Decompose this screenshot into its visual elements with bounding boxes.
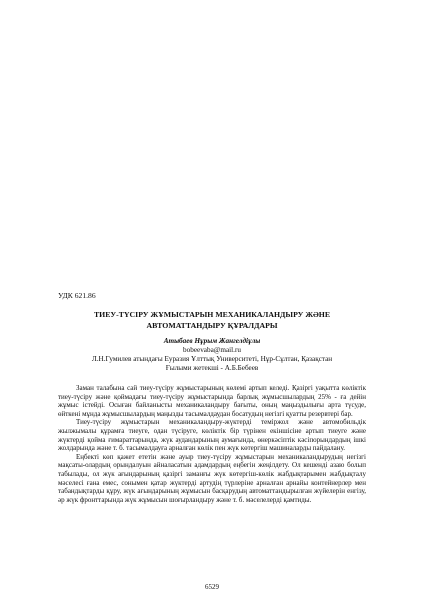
body-paragraph: Тиеу-түсіру жұмыстарын механикаландыру-жүктерді теміржол және автомобильдік жылжымалы құрамға тиеуге, одан түсіруге, көліктік бір түрінен екіншісіне артып тиеуге және жүктерді қойма ғимараттарында, жүк аудандарының аумағында, өнеркәсіптік кәсіпорындардың ішкі жолдарында және т. б. тасымалдауға арналған көлік пен жүк көтергіш машиналарды пайдалану. [58,418,366,453]
title-line-2: АВТОМАТТАНДЫРУ ҚҰРАЛДАРЫ [146,320,278,330]
article-body [58,384,366,504]
body-paragraph: Еңбекті көп қажет ететін және ауыр тиеу-түсіру жұмыстарын механикаландырудың негізгі мақсаты-олардың орындалуын айналасатын адамдардың еңбегін жеңілдету. Ол кешенді азаю болып табылады, ол жүк ағындарының қазіргі заманғы жүк көтергіш-көлік жабдықтарымен жабдықталу мәселесі ғана емес, сонымен қатар жүктерді артудің түрлеріне арналған арнайы контейнерлер мен табандықтарды құру, жүк ағындарының жұмысын басқарудың автоматтандырылған жүйелерін енгізу, әр жүк фронттарында жүк жұмысын шоғырландыру және т. б. мәселелерді қамтиды. [58,452,366,504]
udk-code: УДК 621.86 [58,291,96,300]
article-title [56,310,368,331]
page-number: 6529 [205,583,219,591]
author-block [56,337,368,373]
title-line-1: ТИЕУ-ТҮСІРУ ЖҰМЫСТАРЫН МЕХАНИКАЛАНДЫРУ ЖӘНЕ [93,310,331,319]
author-email: bobeevaba@mail.ru [183,346,241,354]
author-affiliation: Л.Н.Гумилев атындағы Еуразия Ұлттық Университеті, Нұр-Сұлтан, Қазақстан [91,355,333,363]
author-name: Атыбаев Нұрым Жангелдіұлы [163,337,261,345]
scientific-supervisor: Ғылыми жетекші - А.Б.Бебеев [165,364,259,372]
body-paragraph: Заман талабына сай тиеу-түсіру жұмыстарының көлемі артып келеді. Қазіргі уақытта көліктік тиеу-түсіру және қоймадағы тиеу-түсіру жұмыстарында барлық жұмысшылардың 25% - ға дейін жұмыс істейді. Осыған байланысты механикаландыру бағыты, оның маңыздылығы арта түсуде, өйткені мұнда жұмысшылардың маңызды тасымалдаудан босатудың негізгі қуатты резервтері бар. [58,384,366,418]
